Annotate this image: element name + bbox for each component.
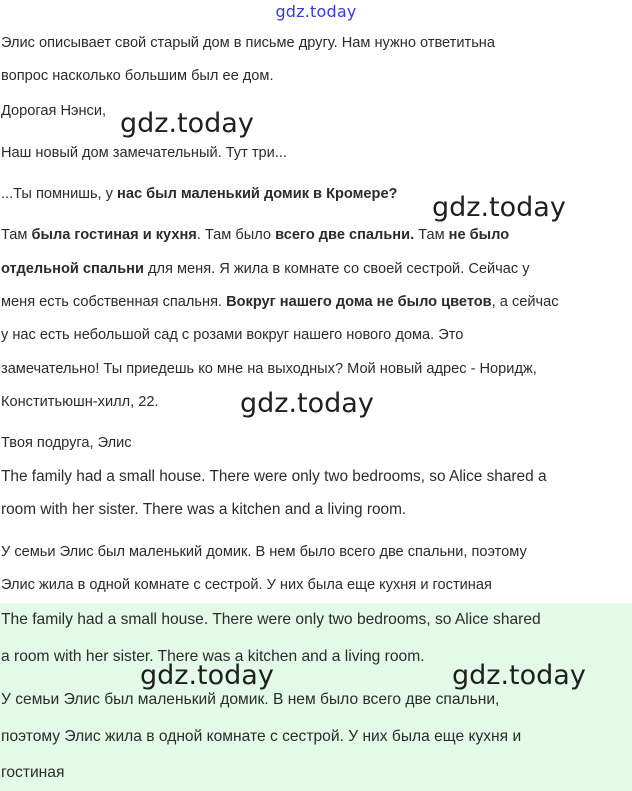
- letter-text: , а сейчас: [491, 294, 559, 310]
- task-text-line-2: вопрос насколько большим был ее дом.: [1, 68, 274, 84]
- task-text-line-1: Элис описывает свой старый дом в письме другу. Нам нужно ответитьна: [1, 35, 495, 51]
- letter-bold-text: отдельной спальни: [1, 261, 144, 277]
- watermark: gdz.today: [452, 660, 586, 691]
- watermark: gdz.today: [432, 192, 566, 223]
- watermark: gdz.today: [140, 660, 274, 691]
- site-logo[interactable]: gdz.today: [275, 2, 357, 21]
- letter-line: Конститьюшн-хилл, 22.: [1, 394, 159, 410]
- letter-line: замечательно! Ты приедешь ко мне на выходных? Мой новый адрес - Норидж,: [1, 361, 537, 377]
- answer-en-line-1: The family had a small house. There were only two bedrooms, so Alice shared a: [1, 468, 547, 485]
- highlight-ru-line-1: У семьи Элис был маленький домик. В нем было всего две спальни,: [1, 691, 500, 708]
- letter-bold-text: не было: [448, 227, 510, 243]
- letter-bold-text: Вокруг нашего дома не было цветов: [226, 294, 492, 310]
- watermark: gdz.today: [240, 388, 374, 419]
- answer-ru-line-2: Элис жила в одной комнате с сестрой. У них была еще кухня и гостиная: [1, 577, 492, 593]
- letter-line: [1, 259, 530, 279]
- letter-bold-text: нас был маленький домик в Кромере?: [117, 186, 398, 202]
- letter-line: [1, 184, 397, 204]
- letter-text: Там: [414, 227, 449, 243]
- highlight-en-line-2: a room with her sister. There was a kitchen and a living room.: [1, 648, 425, 665]
- letter-text: меня есть собственная спальня.: [1, 294, 227, 310]
- answer-en-line-2: room with her sister. There was a kitchen and a living room.: [1, 501, 407, 518]
- letter-line: [1, 225, 509, 245]
- letter-bold-text: была гостиная и кухня: [31, 227, 197, 243]
- letter-text: для меня. Я жила в комнате со своей сестрой. Сейчас у: [143, 261, 530, 277]
- letter-line: у нас есть небольшой сад с розами вокруг нашего нового дома. Это: [1, 327, 464, 343]
- letter-signoff: Твоя подруга, Элис: [1, 435, 132, 451]
- letter-greeting: Дорогая Нэнси,: [1, 103, 107, 119]
- letter-text: Там: [1, 227, 32, 243]
- letter-intro: Наш новый дом замечательный. Тут три...: [1, 145, 287, 161]
- highlight-ru-line-2: поэтому Элис жила в одной комнате с сестрой. У них была еще кухня и: [1, 728, 522, 745]
- answer-ru-line-1: У семьи Элис был маленький домик. В нем было всего две спальни, поэтому: [1, 544, 527, 560]
- highlight-ru-line-3: гостиная: [1, 764, 65, 781]
- letter-line: [1, 292, 559, 312]
- letter-text: ...Ты помнишь, у: [1, 186, 118, 202]
- letter-bold-text: всего две спальни.: [275, 227, 415, 243]
- watermark: gdz.today: [120, 108, 254, 139]
- letter-text: . Там было: [196, 227, 276, 243]
- highlight-en-line-1: The family had a small house. There were only two bedrooms, so Alice shared: [1, 611, 541, 628]
